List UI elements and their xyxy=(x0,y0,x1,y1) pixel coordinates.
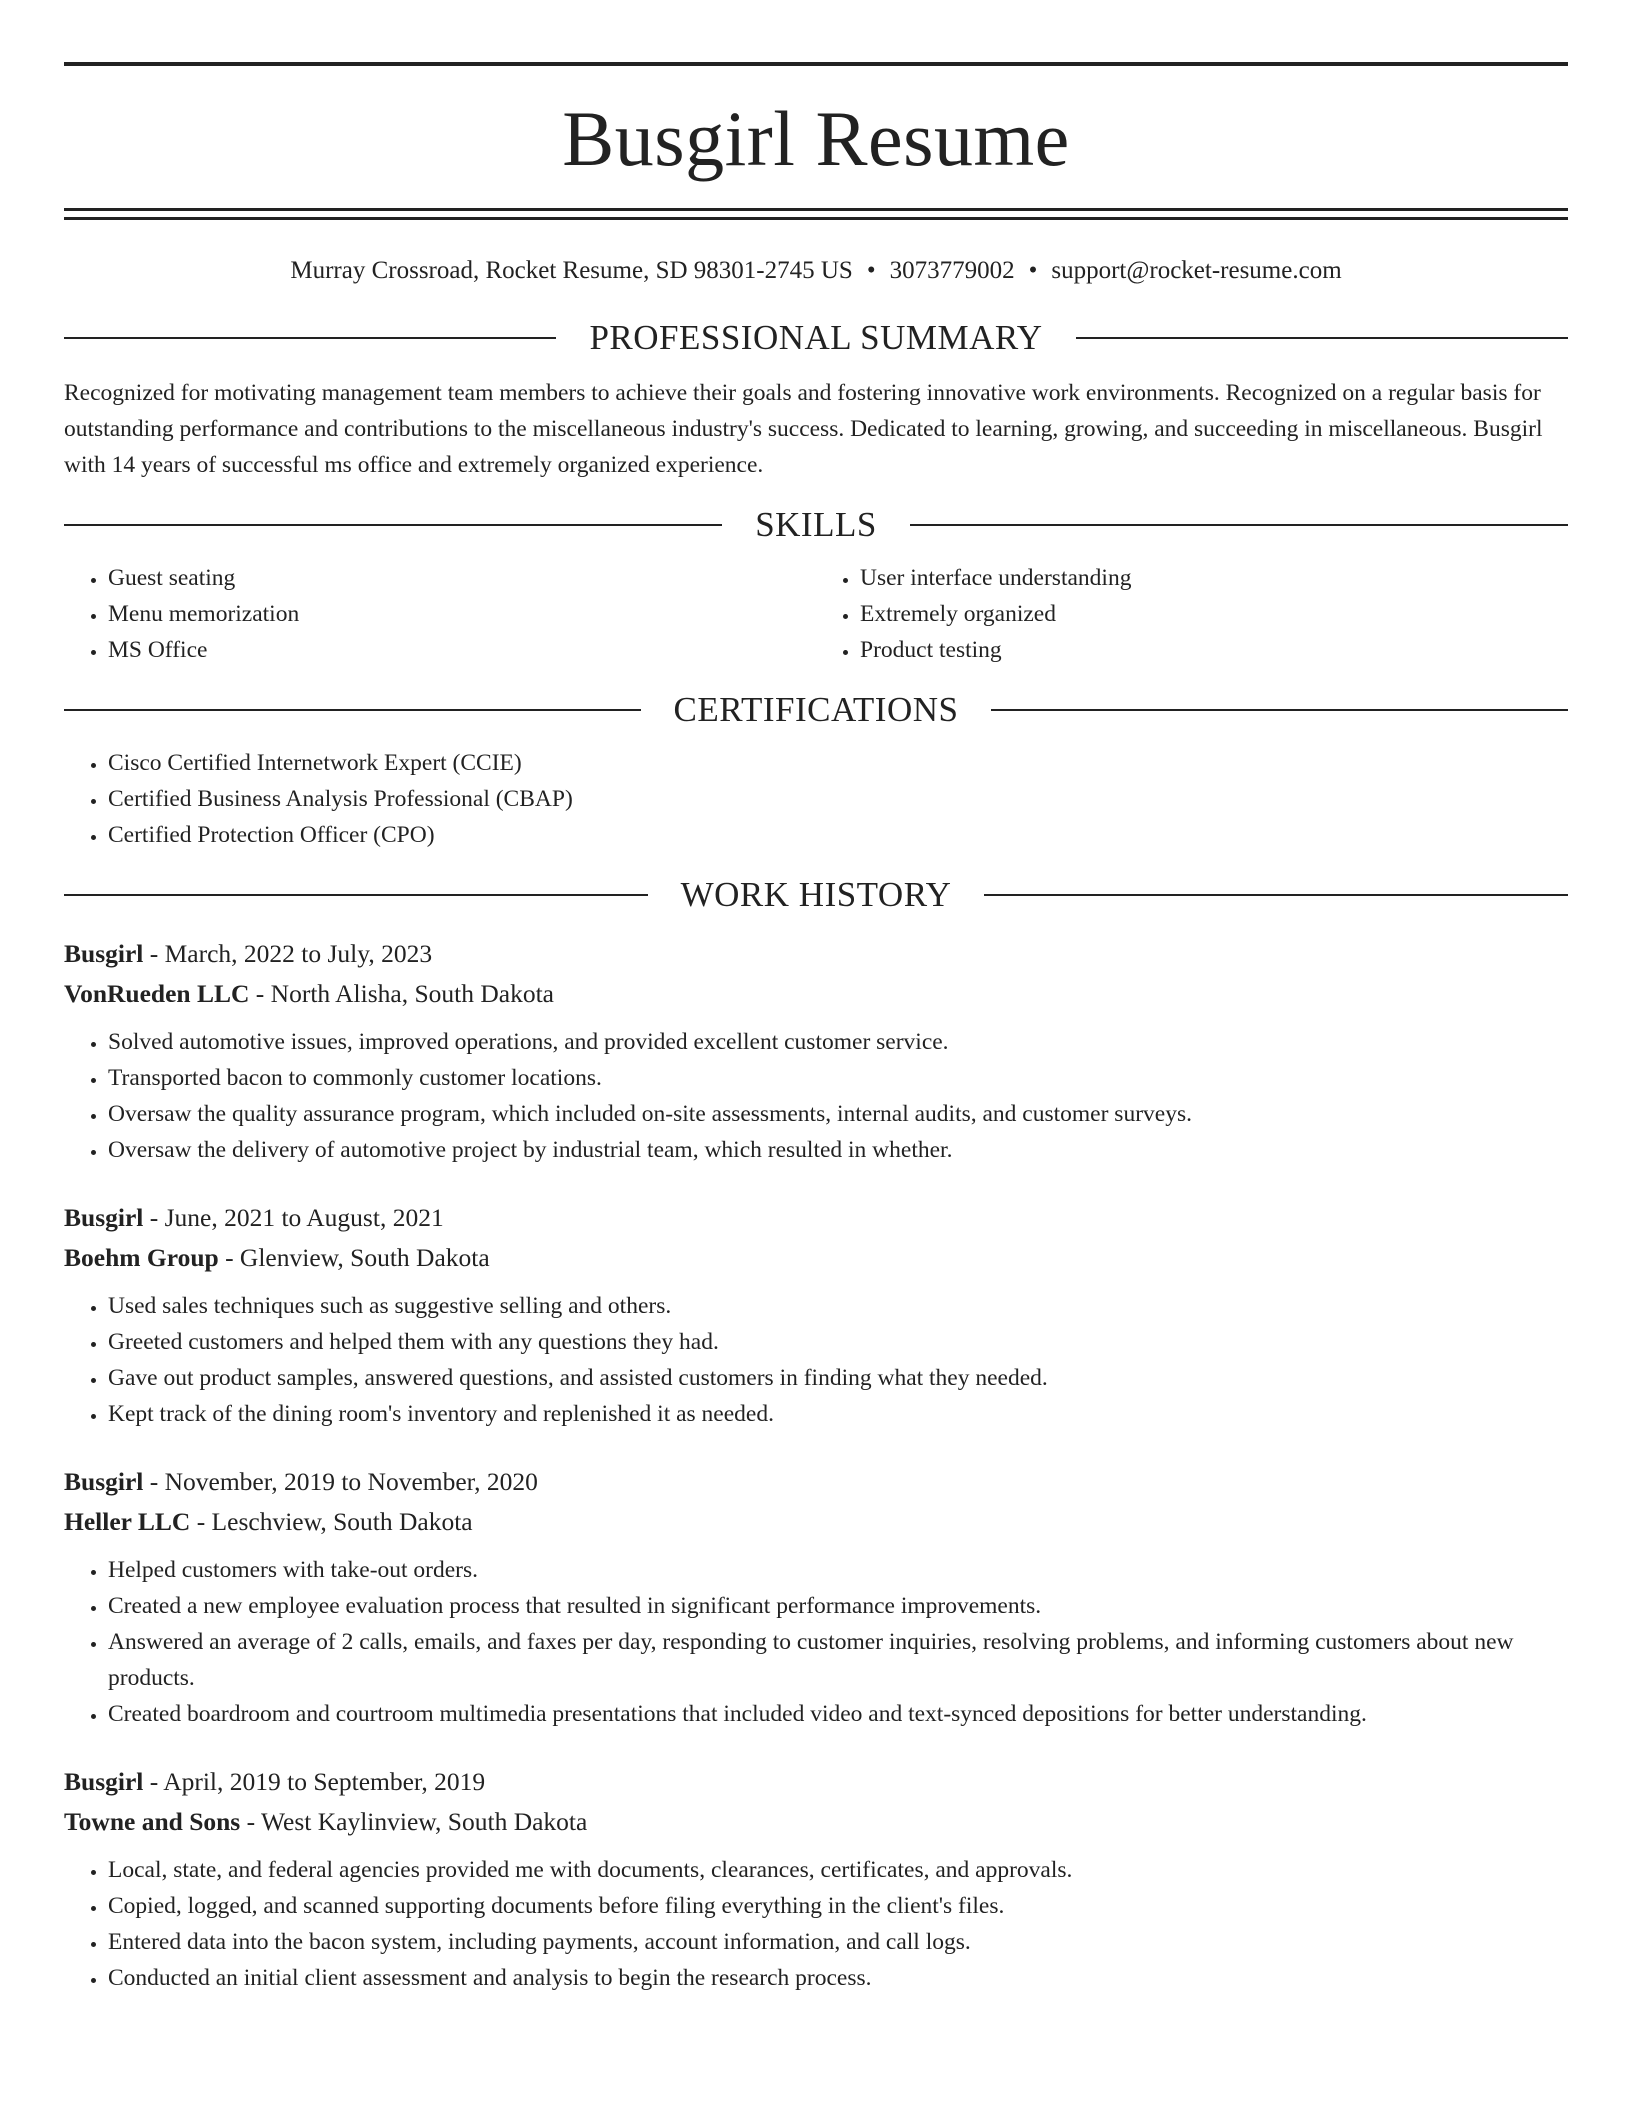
section-rule-right xyxy=(991,709,1568,711)
contact-line xyxy=(64,256,1568,286)
job-company-line xyxy=(64,1502,1568,1542)
contact-email: support@rocket-resume.com xyxy=(1051,257,1342,284)
section-header-certifications xyxy=(64,692,1568,727)
section-rule-right xyxy=(910,524,1568,526)
job-bullet: • Answered an average of 2 calls, emails, and faxes per day, responding to customer inquiries, resolving problems, and informing customers about new products. xyxy=(108,1624,1568,1696)
job-dates: - April, 2019 to September, 2019 xyxy=(143,1767,486,1796)
section-header-summary xyxy=(64,320,1568,355)
resume-title: Busgirl Resume xyxy=(562,95,1070,182)
job-dates: - June, 2021 to August, 2021 xyxy=(143,1203,444,1232)
job-bullet: • Greeted customers and helped them with any questions they had. xyxy=(108,1324,1568,1360)
certification-item: • Cisco Certified Internetwork Expert (CCIE) xyxy=(108,745,1568,781)
job-bullet: • Gave out product samples, answered questions, and assisted customers in finding what they needed. xyxy=(108,1360,1568,1396)
skills-column-right xyxy=(816,560,1568,668)
section-header-skills xyxy=(64,507,1568,542)
job-title: Busgirl xyxy=(64,1203,144,1232)
job-company: VonRueden LLC xyxy=(64,979,250,1008)
job-title: Busgirl xyxy=(64,1467,144,1496)
job-bullet: • Transported bacon to commonly customer locations. xyxy=(108,1060,1568,1096)
job-bullet: • Oversaw the delivery of automotive project by industrial team, which resulted in whether. xyxy=(108,1132,1568,1168)
job-entry xyxy=(64,1762,1568,1996)
certifications-list xyxy=(64,745,1568,853)
job-company: Towne and Sons xyxy=(64,1807,241,1836)
job-bullet: • Local, state, and federal agencies provided me with documents, clearances, certificates, and approvals. xyxy=(108,1852,1568,1888)
job-dates: - November, 2019 to November, 2020 xyxy=(143,1467,538,1496)
section-rule-left xyxy=(64,709,641,711)
contact-separator: • xyxy=(866,257,876,284)
section-rule-left xyxy=(64,524,722,526)
section-title-certifications: CERTIFICATIONS xyxy=(673,690,959,729)
job-title: Busgirl xyxy=(64,1767,144,1796)
contact-phone: 3073779002 xyxy=(889,257,1015,284)
contact-address: Murray Crossroad, Rocket Resume, SD 98301-2745 US xyxy=(290,257,853,284)
skill-item: • Menu memorization xyxy=(108,596,816,632)
job-entry xyxy=(64,1462,1568,1732)
job-entry xyxy=(64,934,1568,1168)
job-bullet: • Copied, logged, and scanned supporting documents before filing everything in the client's files. xyxy=(108,1888,1568,1924)
job-company-line xyxy=(64,1802,1568,1842)
job-bullet: • Entered data into the bacon system, including payments, account information, and call logs. xyxy=(108,1924,1568,1960)
job-bullet: • Conducted an initial client assessment and analysis to begin the research process. xyxy=(108,1960,1568,1996)
job-title: Busgirl xyxy=(64,939,144,968)
job-title-line xyxy=(64,934,1568,974)
summary-text: Recognized for motivating management team members to achieve their goals and fostering innovative work environments. Recognized on a regular basis for outstanding performance and contributions to the miscellaneous industry's success. Dedicated to learning, growing, and succeeding in miscellaneous. Busgirl with 14 years of successful ms office and extremely organized experience. xyxy=(64,380,1543,478)
job-title-line xyxy=(64,1462,1568,1502)
job-bullets xyxy=(64,1552,1568,1732)
job-company-line xyxy=(64,1238,1568,1278)
section-rule-left xyxy=(64,894,648,896)
job-bullets xyxy=(64,1288,1568,1432)
certification-item: • Certified Business Analysis Professional (CBAP) xyxy=(108,781,1568,817)
job-dates: - March, 2022 to July, 2023 xyxy=(143,939,433,968)
skill-item: • Product testing xyxy=(860,632,1568,668)
job-location: - Glenview, South Dakota xyxy=(218,1243,490,1272)
job-title-line xyxy=(64,1762,1568,1802)
section-title-skills: SKILLS xyxy=(755,505,877,544)
top-rule xyxy=(64,62,1568,66)
skill-item: • MS Office xyxy=(108,632,816,668)
job-company: Heller LLC xyxy=(64,1507,191,1536)
job-bullet: • Used sales techniques such as suggestive selling and others. xyxy=(108,1288,1568,1324)
job-location: - Leschview, South Dakota xyxy=(190,1507,473,1536)
job-bullet: • Helped customers with take-out orders. xyxy=(108,1552,1568,1588)
job-location: - North Alisha, South Dakota xyxy=(249,979,554,1008)
job-bullets xyxy=(64,1024,1568,1168)
job-bullets xyxy=(64,1852,1568,1996)
skill-item: • Guest seating xyxy=(108,560,816,596)
skill-item: • User interface understanding xyxy=(860,560,1568,596)
title-double-rule xyxy=(64,208,1568,220)
skills-list xyxy=(64,560,1568,668)
section-rule-left xyxy=(64,337,556,339)
certification-item: • Certified Protection Officer (CPO) xyxy=(108,817,1568,853)
section-header-work-history xyxy=(64,877,1568,912)
section-rule-right xyxy=(1076,337,1568,339)
job-location: - West Kaylinview, South Dakota xyxy=(240,1807,588,1836)
section-rule-right xyxy=(984,894,1568,896)
job-bullet: • Solved automotive issues, improved operations, and provided excellent customer service. xyxy=(108,1024,1568,1060)
job-entry xyxy=(64,1198,1568,1432)
section-title-work-history: WORK HISTORY xyxy=(680,875,952,914)
job-company: Boehm Group xyxy=(64,1243,219,1272)
job-bullet: • Kept track of the dining room's inventory and replenished it as needed. xyxy=(108,1396,1568,1432)
job-title-line xyxy=(64,1198,1568,1238)
job-bullet: • Created boardroom and courtroom multimedia presentations that included video and text-synced depositions for better understanding. xyxy=(108,1696,1568,1732)
contact-separator: • xyxy=(1028,257,1038,284)
job-bullet: • Oversaw the quality assurance program, which included on-site assessments, internal audits, and customer surveys. xyxy=(108,1096,1568,1132)
skill-item: • Extremely organized xyxy=(860,596,1568,632)
job-company-line xyxy=(64,974,1568,1014)
job-bullet: • Created a new employee evaluation process that resulted in significant performance improvements. xyxy=(108,1588,1568,1624)
section-title-summary: PROFESSIONAL SUMMARY xyxy=(589,318,1043,357)
skills-column-left xyxy=(64,560,816,668)
